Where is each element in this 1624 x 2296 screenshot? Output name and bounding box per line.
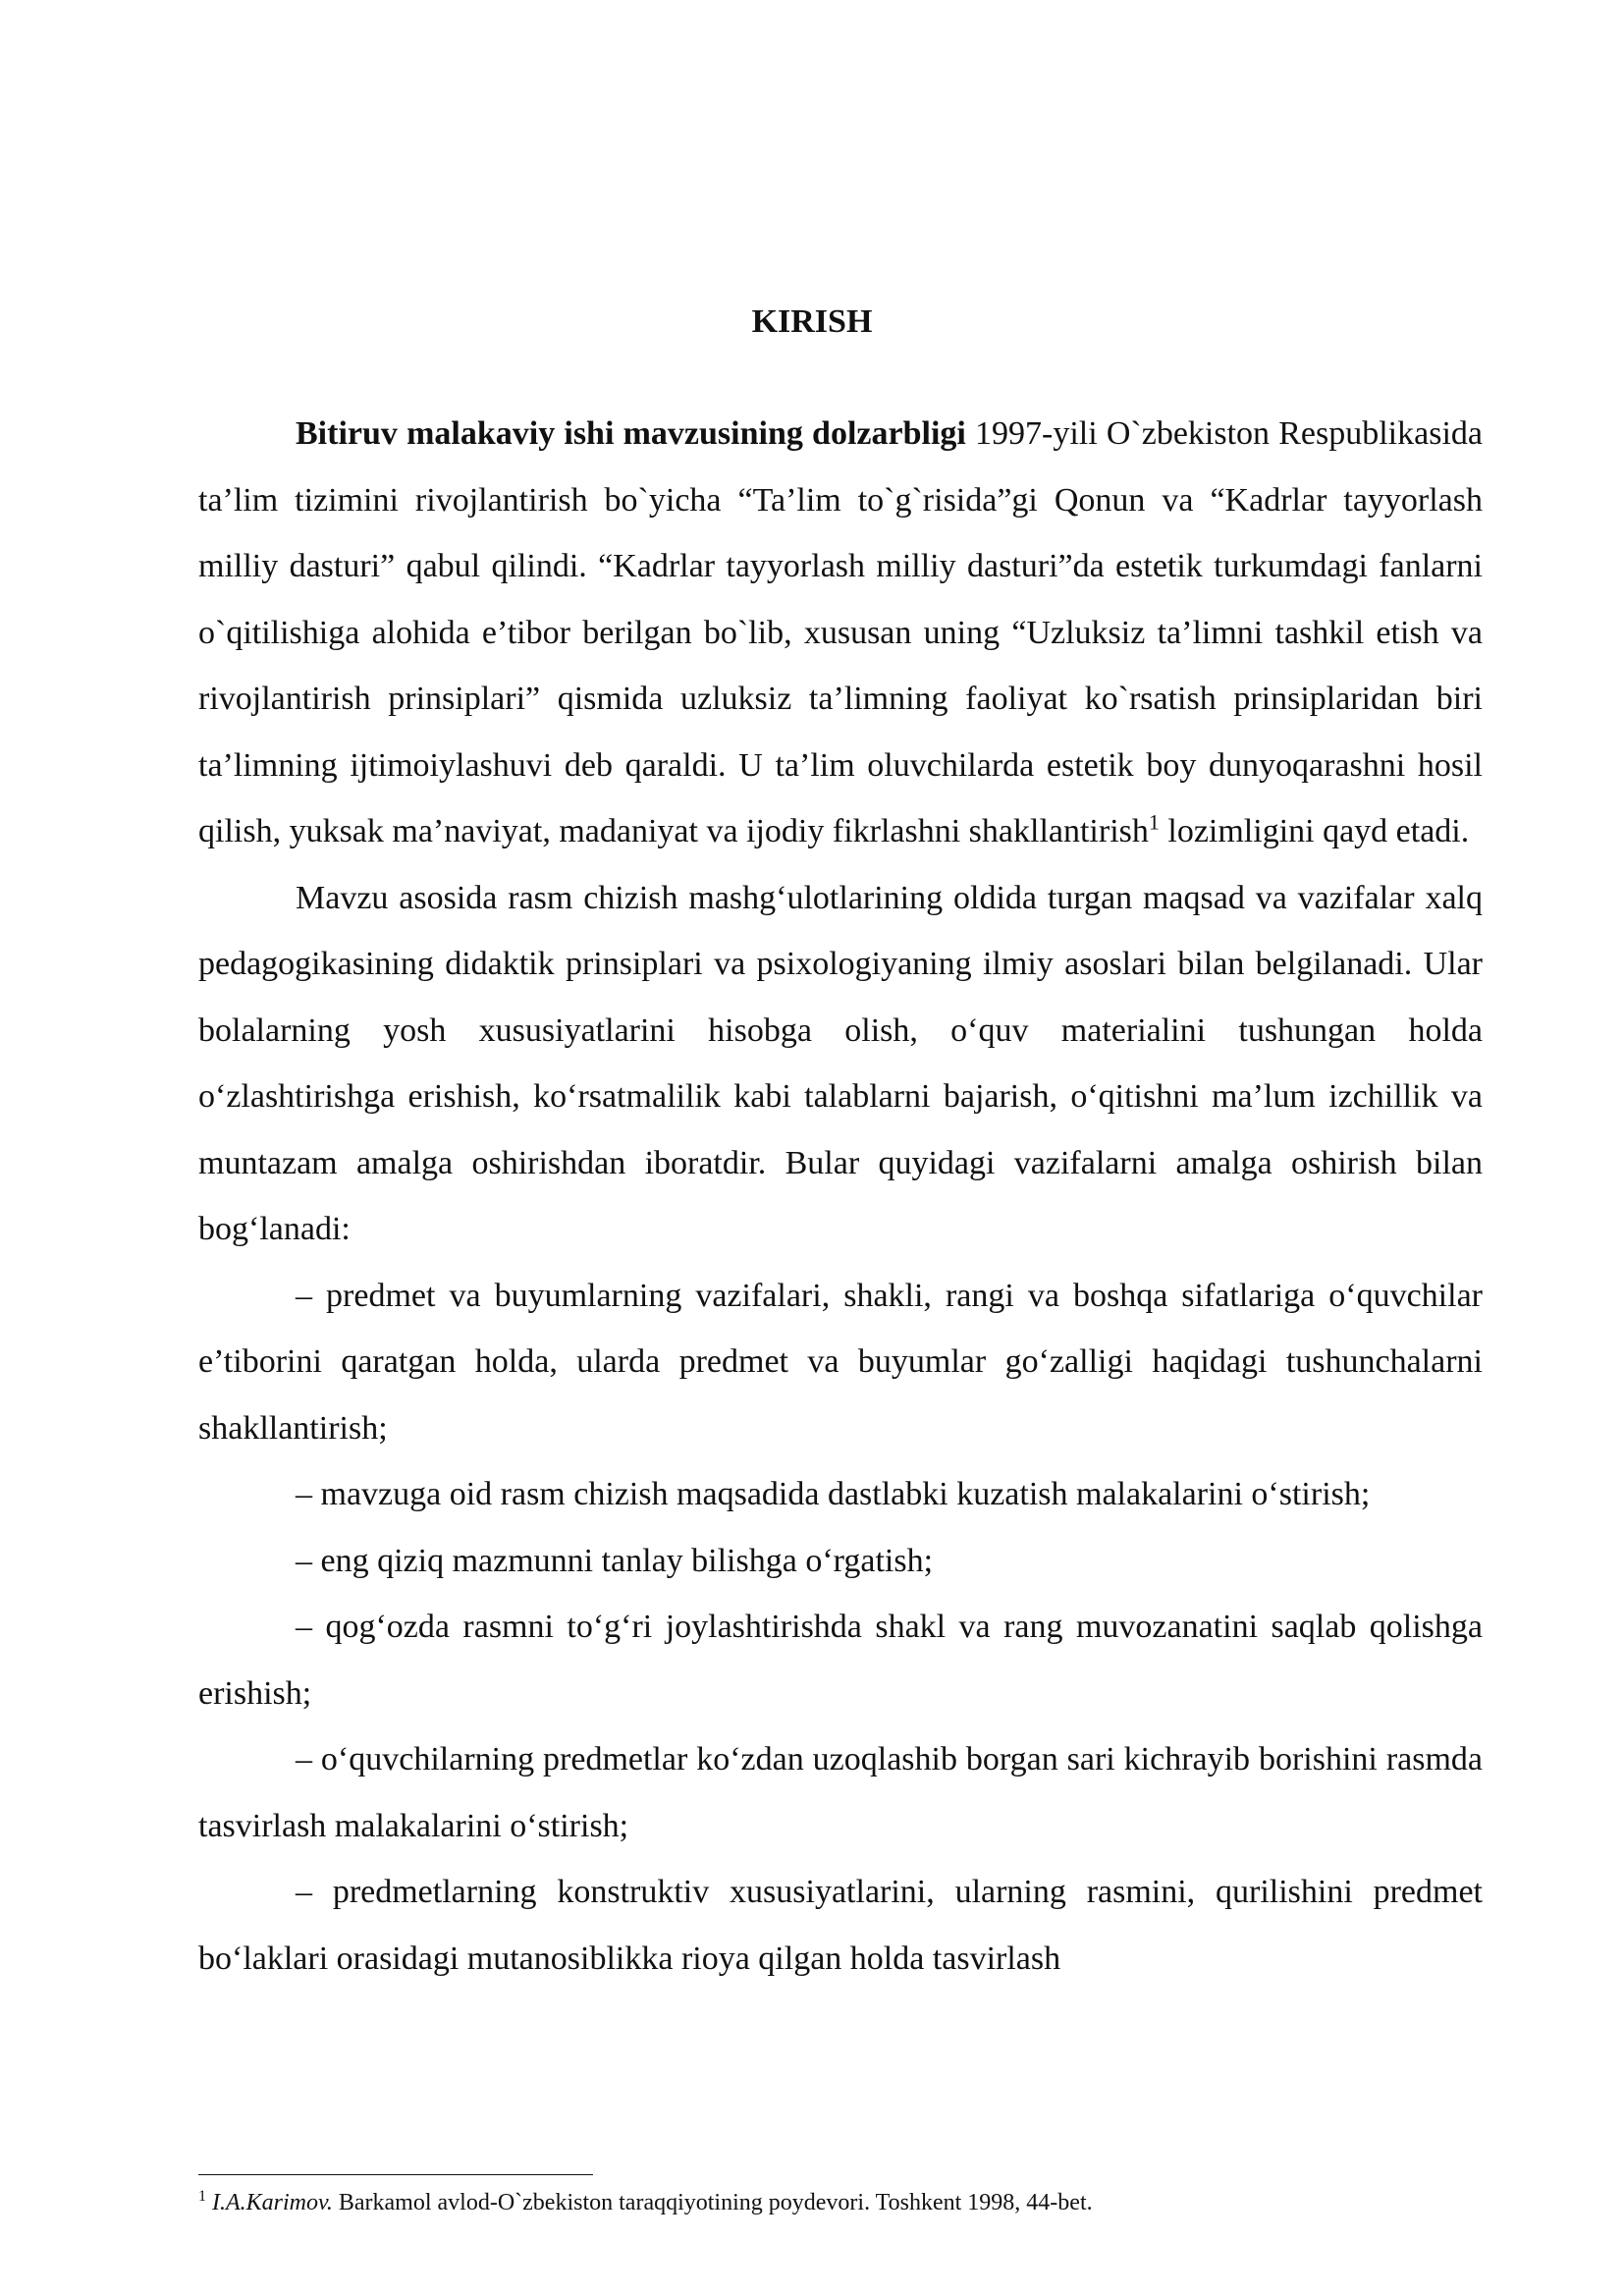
footnote-number: 1 bbox=[198, 2188, 206, 2205]
footnote-author: I.A.Karimov. bbox=[212, 2190, 333, 2215]
paragraph-text-after: lozimligini qayd etadi. bbox=[1159, 813, 1470, 849]
list-item: – o‘quvchilarning predmetlar ko‘zdan uzoqlashib borgan sari kichrayib borishini rasmda tasvirlash malakalarini o‘stirish; bbox=[198, 1741, 1483, 1844]
body-text bbox=[198, 401, 1483, 1992]
paragraph-text: 1997-yili O`zbekiston Respublikasida ta’lim tizimini rivojlantirish bo`yicha “Ta’lim to`g`risida”gi Qonun va “Kadrlar tayyorlash milliy dasturi” qabul qilindi. “Kadrlar tayyorlash milliy dasturi”da estetik turkumdagi fanlarni o`qitilishiga alohida e’tibor berilgan bo`lib, xususan uning “Uzluksiz ta’limni tashkil etish va rivojlantirish prinsiplari” qismida uzluksiz ta’limning faoliyat ko`rsatish prinsiplaridan biri ta’limning ijtimoiylashuvi deb qaraldi. U ta’lim oluvchilarda estetik boy dunyoqarashni hosil qilish, yuksak ma’naviyat, madaniyat va ijodiy fikrlashni shakllantirish bbox=[198, 415, 1483, 849]
page-heading: KIRISH bbox=[751, 303, 873, 340]
list-item: – predmet va buyumlarning vazifalari, shakli, rangi va boshqa sifatlariga o‘quvchilar e’tiborini qaratgan holda, ularda predmet va buyumlar go‘zalligi haqidagi tushunchalarni shakllantirish; bbox=[198, 1277, 1483, 1447]
footnote bbox=[198, 2188, 1483, 2217]
footnote-reference: 1 bbox=[1148, 809, 1160, 835]
list-item: – qog‘ozda rasmni to‘g‘ri joylashtirishda shakl va rang muvozanatini saqlab qolishga erishish; bbox=[198, 1609, 1483, 1712]
footnote-text: Barkamol avlod-O`zbekiston taraqqiyotining poydevori. Toshkent 1998, 44-bet. bbox=[332, 2190, 1093, 2215]
list-item: – mavzuga oid rasm chizish maqsadida dastlabki kuzatish malakalarini o‘stirish; bbox=[296, 1476, 1371, 1512]
paragraph-intro bbox=[198, 401, 1483, 865]
footnote-separator bbox=[198, 2174, 593, 2175]
list-item: – predmetlarning konstruktiv xususiyatlarini, ularning rasmini, qurilishini predmet bo‘laklari orasidagi mutanosiblikka rioya qilgan holda tasvirlash bbox=[198, 1874, 1483, 1977]
list-item: – eng qiziq mazmunni tanlay bilishga o‘rgatish; bbox=[296, 1542, 934, 1579]
paragraph-lead: Bitiruv malakaviy ishi mavzusining dolzarbligi bbox=[296, 415, 966, 452]
paragraph: Mavzu asosida rasm chizish mashg‘ulotlarining oldida turgan maqsad va vazifalar xalq pedagogikasining didaktik prinsiplari va psixologiyaning ilmiy asoslari bilan belgilanadi. Ular bolalarning yosh xususiyatlarini hisobga olish, o‘quv materialini tushungan holda o‘zlashtirishga erishish, ko‘rsatmalilik kabi talablarni bajarish, o‘qitishni ma’lum izchillik va muntazam amalga oshirishdan iboratdir. Bular quyidagi vazifalarni amalga oshirish bilan bog‘lanadi: bbox=[198, 879, 1483, 1247]
